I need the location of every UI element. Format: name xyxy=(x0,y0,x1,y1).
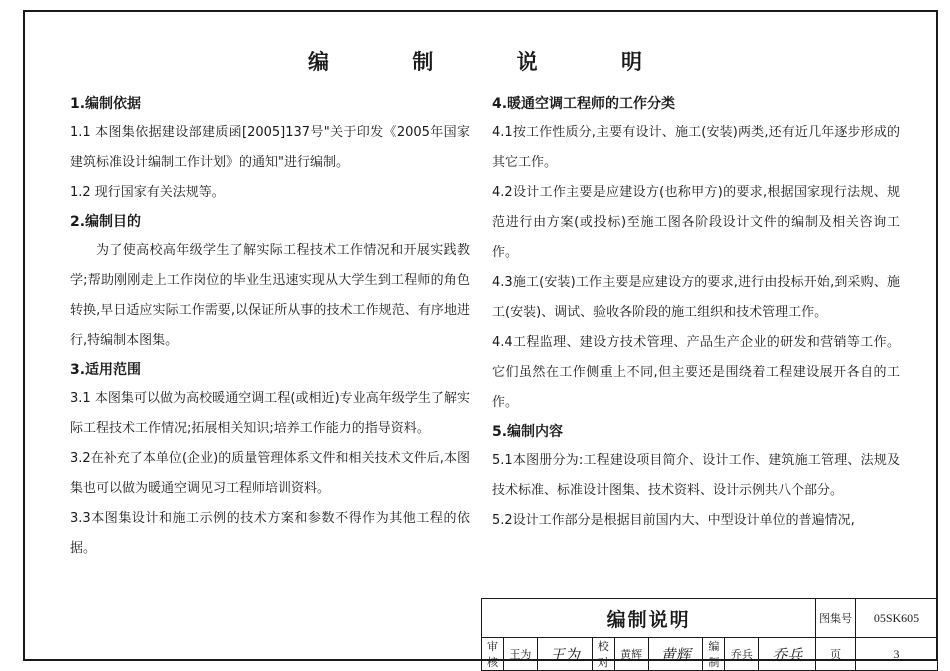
reviewer-signature: 王为 xyxy=(537,638,592,671)
paragraph-4-3: 4.3施工(安装)工作主要是应建设方的要求,进行由投标开始,到采购、施工(安装)、调试、验收各阶段的施工组织和技术管理工作。 xyxy=(492,275,900,320)
review-label: 审核 xyxy=(482,638,504,671)
checker-signature: 黄辉 xyxy=(648,638,703,671)
paragraph-3-3: 3.3本图集设计和施工示例的技术方案和参数不得作为其他工程的依据。 xyxy=(70,511,470,556)
section-heading-contents: 5.编制内容 xyxy=(492,424,564,440)
section-heading-purpose: 2.编制目的 xyxy=(70,214,142,230)
left-column xyxy=(70,90,470,564)
page-label: 页 xyxy=(816,638,856,671)
paragraph-5-2: 5.2设计工作部分是根据目前国内大、中型设计单位的普遍情况, xyxy=(492,513,855,528)
section-heading-scope: 3.适用范围 xyxy=(70,362,142,378)
paragraph-5-1: 5.1本图册分为:工程建设项目简介、设计工作、建筑施工管理、法规及技术标准、标准设计图集、技术资料、设计示例共八个部分。 xyxy=(492,453,900,498)
atlas-number: 05SK605 xyxy=(856,599,938,638)
title-block xyxy=(481,598,938,671)
checker-name: 黄辉 xyxy=(614,638,648,671)
paragraph-2: 为了使高校高年级学生了解实际工程技术工作情况和开展实践教学;帮助刚刚走上工作岗位的毕业生迅速实现从大学生到工程师的角色转换,早日适应实际工作需要,以保证所从事的技术工作规范、有序地进行,特编制本图集。 xyxy=(70,243,470,348)
reviewer-name: 王为 xyxy=(503,638,537,671)
page-number: 3 xyxy=(856,638,938,671)
paragraph-3-2: 3.2在补充了本单位(企业)的质量管理体系文件和相关技术文件后,本图集也可以做为暖通空调见习工程师培训资料。 xyxy=(70,451,470,496)
check-label: 校对 xyxy=(592,638,614,671)
designer-name: 乔兵 xyxy=(725,638,759,671)
atlas-number-label: 图集号 xyxy=(816,599,856,638)
paragraph-4-1: 4.1按工作性质分,主要有设计、施工(安装)两类,还有近几年逐步形成的其它工作。 xyxy=(492,125,900,170)
right-column xyxy=(492,90,900,536)
paragraph-1-1: 1.1 本图集依据建设部建质函[2005]137号"关于印发《2005年国家建筑标准设计编制工作计划》的通知"进行编制。 xyxy=(70,125,470,170)
designer-signature: 乔兵 xyxy=(759,638,816,671)
section-heading-work-classification: 4.暖通空调工程师的工作分类 xyxy=(492,96,676,112)
drawing-title: 编制说明 xyxy=(482,599,816,638)
paragraph-3-1: 3.1 本图集可以做为高校暖通空调工程(或相近)专业高年级学生了解实际工程技术工作情况;拓展相关知识;培养工作能力的指导资料。 xyxy=(70,391,470,436)
page-title: 编 制 说 明 xyxy=(308,50,680,74)
section-heading-basis: 1.编制依据 xyxy=(70,96,142,112)
paragraph-1-2: 1.2 现行国家有关法规等。 xyxy=(70,185,225,200)
paragraph-4-2: 4.2设计工作主要是应建设方(也称甲方)的要求,根据国家现行法规、规范进行由方案(或投标)至施工图各阶段设计文件的编制及相关咨询工作。 xyxy=(492,185,900,260)
paragraph-4-4: 4.4工程监理、建设方技术管理、产品生产企业的研发和营销等工作。它们虽然在工作侧重上不同,但主要还是围绕着工程建设展开各自的工作。 xyxy=(492,335,900,410)
design-label: 编制 xyxy=(703,638,725,671)
